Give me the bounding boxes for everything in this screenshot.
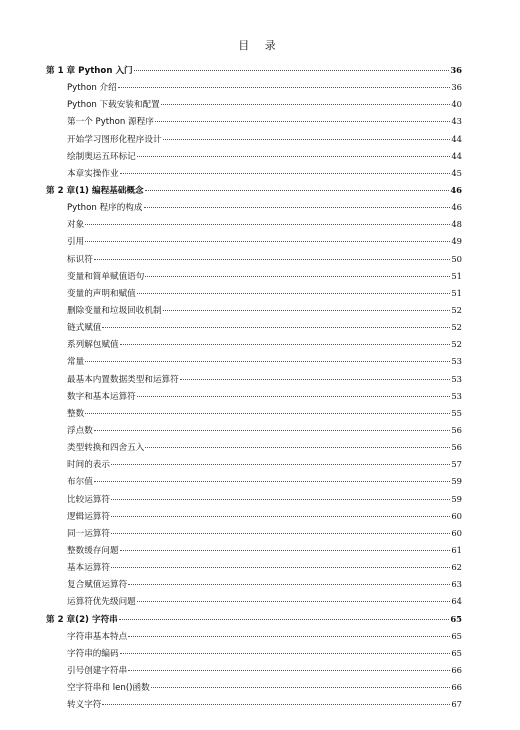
dot-leader — [94, 259, 451, 260]
toc-page-number: 56 — [451, 424, 462, 435]
dot-leader — [85, 241, 450, 242]
toc-label: 数字和基本运算符 — [67, 391, 136, 402]
dot-leader — [137, 601, 451, 602]
toc-page-number: 67 — [451, 699, 462, 710]
toc-label: 转义字符 — [67, 700, 102, 711]
toc-label: 第 2 章(2) 字符串 — [46, 614, 118, 625]
dot-leader — [144, 207, 451, 208]
toc-label: 空字符串和 len()函数 — [67, 683, 150, 694]
toc-entry-row[interactable] — [46, 696, 462, 713]
toc-label: 变量和简单赋值语句 — [67, 271, 145, 282]
toc-page-number: 36 — [450, 65, 462, 75]
toc-entry-row[interactable] — [46, 165, 462, 182]
dot-leader — [137, 293, 451, 294]
toc-label: 绘制奥运五环标记 — [67, 151, 136, 162]
toc-page-number: 36 — [451, 82, 462, 93]
table-of-contents — [46, 62, 462, 713]
toc-label: 引号创建字符串 — [67, 665, 128, 676]
dot-leader — [120, 173, 451, 174]
toc-page-number: 49 — [451, 236, 462, 247]
toc-entry-row[interactable] — [46, 645, 462, 662]
toc-label: 字符串的编码 — [67, 648, 119, 659]
toc-page-number: 50 — [451, 253, 462, 264]
toc-label: 系列解包赋值 — [67, 340, 119, 351]
toc-label: 第 1 章 Python 入门 — [46, 66, 133, 76]
toc-entry-row[interactable] — [46, 422, 462, 439]
toc-label: 本章实操作业 — [67, 168, 119, 179]
toc-chapter-row[interactable] — [46, 62, 462, 79]
toc-entry-row[interactable] — [46, 593, 462, 610]
dot-leader — [94, 481, 451, 482]
toc-entry-row[interactable] — [46, 576, 462, 593]
toc-page-number: 65 — [450, 613, 462, 624]
dot-leader — [111, 567, 450, 568]
dot-leader — [111, 499, 450, 500]
toc-page-number: 60 — [451, 510, 462, 521]
toc-page-number: 52 — [451, 339, 462, 350]
toc-label: 同一运算符 — [67, 528, 110, 539]
dot-leader — [163, 139, 451, 140]
dot-leader — [119, 619, 450, 620]
toc-entry-row[interactable] — [46, 353, 462, 370]
toc-entry-row[interactable] — [46, 251, 462, 268]
toc-entry-row[interactable] — [46, 559, 462, 576]
dot-leader — [85, 361, 450, 362]
toc-page-number: 52 — [451, 304, 462, 315]
toc-page-number: 63 — [451, 579, 462, 590]
dot-leader — [137, 396, 451, 397]
toc-entry-row[interactable] — [46, 662, 462, 679]
toc-page-number: 62 — [451, 562, 462, 573]
toc-label: 逻辑运算符 — [67, 511, 110, 522]
toc-entry-row[interactable] — [46, 131, 462, 148]
dot-leader — [145, 190, 450, 191]
toc-page-number: 56 — [451, 442, 462, 453]
dot-leader — [120, 550, 451, 551]
toc-label: 第 2 章(1) 编程基础概念 — [46, 185, 144, 196]
dot-leader — [128, 636, 450, 637]
toc-page-number: 53 — [451, 373, 462, 384]
toc-page-number: 46 — [450, 184, 462, 195]
toc-entry-row[interactable] — [46, 336, 462, 353]
toc-label: 标识符 — [67, 254, 93, 265]
toc-entry-row[interactable] — [46, 628, 462, 645]
toc-label: 开始学习图形化程序设计 — [67, 134, 162, 145]
toc-label: Python 程序的构成 — [67, 203, 143, 214]
toc-label: 浮点数 — [67, 425, 93, 436]
toc-entry-row[interactable] — [46, 371, 462, 388]
toc-label: 复合赋值运算符 — [67, 580, 128, 591]
toc-page-number: 48 — [451, 219, 462, 230]
dot-leader — [128, 670, 450, 671]
toc-entry-row[interactable] — [46, 439, 462, 456]
toc-page-number: 40 — [451, 99, 462, 110]
dot-leader — [155, 121, 451, 122]
toc-entry-row[interactable] — [46, 96, 462, 113]
toc-entry-row[interactable] — [46, 79, 462, 96]
toc-label: 链式赋值 — [67, 323, 102, 334]
toc-page-number: 65 — [451, 647, 462, 658]
toc-label: 布尔值 — [67, 477, 93, 488]
dot-leader — [145, 276, 450, 277]
toc-entry-row[interactable] — [46, 319, 462, 336]
dot-leader — [180, 379, 451, 380]
toc-label: 常量 — [67, 357, 85, 368]
toc-page-number: 44 — [451, 133, 462, 144]
toc-page-number: 55 — [451, 407, 462, 418]
toc-page-number: 65 — [451, 630, 462, 641]
dot-leader — [94, 430, 451, 431]
toc-page-number: 52 — [451, 322, 462, 333]
toc-entry-row[interactable] — [46, 388, 462, 405]
toc-label: 删除变量和垃圾回收机制 — [67, 305, 162, 316]
dot-leader — [151, 687, 451, 688]
toc-chapter-row[interactable] — [46, 182, 462, 199]
toc-entry-row[interactable] — [46, 216, 462, 233]
toc-entry-row[interactable] — [46, 679, 462, 696]
toc-page-number: 45 — [451, 167, 462, 178]
toc-entry-row[interactable] — [46, 542, 462, 559]
dot-leader — [128, 584, 450, 585]
toc-entry-row[interactable] — [46, 508, 462, 525]
dot-leader — [111, 464, 450, 465]
dot-leader — [120, 653, 451, 654]
toc-label: 时间的表示 — [67, 460, 110, 471]
toc-page-number: 61 — [451, 544, 462, 555]
toc-page-number: 66 — [451, 682, 462, 693]
toc-label: 整数 — [67, 408, 85, 419]
toc-entry-row[interactable] — [46, 199, 462, 216]
dot-leader — [111, 533, 450, 534]
toc-page-number: 46 — [451, 202, 462, 213]
toc-page-number: 60 — [451, 527, 462, 538]
toc-entry-row[interactable] — [46, 525, 462, 542]
toc-label: 类型转换和四舍五入 — [67, 443, 145, 454]
toc-label: 基本运算符 — [67, 563, 110, 574]
toc-page-number: 51 — [451, 270, 462, 281]
toc-entry-row[interactable] — [46, 491, 462, 508]
toc-label: 引用 — [67, 237, 85, 248]
toc-label: 运算符优先级问题 — [67, 597, 136, 608]
toc-entry-row[interactable] — [46, 285, 462, 302]
toc-label: 字符串基本特点 — [67, 631, 128, 642]
toc-page-number: 57 — [451, 459, 462, 470]
toc-chapter-row[interactable] — [46, 611, 462, 628]
dot-leader — [161, 104, 451, 105]
toc-page-number: 44 — [451, 150, 462, 161]
toc-entry-row[interactable] — [46, 268, 462, 285]
toc-page-number: 59 — [451, 476, 462, 487]
toc-label: Python 下载安装和配置 — [67, 100, 160, 111]
toc-label: 第一个 Python 源程序 — [67, 117, 154, 128]
toc-page-number: 53 — [451, 390, 462, 401]
toc-label: 对象 — [67, 220, 85, 231]
toc-page-number: 66 — [451, 664, 462, 675]
toc-entry-row[interactable] — [46, 302, 462, 319]
dot-leader — [163, 310, 451, 311]
dot-leader — [145, 447, 450, 448]
toc-entry-row[interactable] — [46, 456, 462, 473]
dot-leader — [120, 344, 451, 345]
toc-page-number: 53 — [451, 356, 462, 367]
toc-title: 目 录 — [238, 39, 282, 52]
toc-page-number: 43 — [451, 116, 462, 127]
toc-label: 比较运算符 — [67, 494, 110, 505]
dot-leader — [118, 87, 451, 88]
toc-label: Python 介绍 — [67, 83, 117, 94]
dot-leader — [102, 327, 450, 328]
toc-label: 变量的声明和赋值 — [67, 288, 136, 299]
toc-entry-row[interactable] — [46, 113, 462, 130]
dot-leader — [137, 156, 451, 157]
toc-entry-row[interactable] — [46, 233, 462, 250]
toc-label: 整数缓存问题 — [67, 545, 119, 556]
toc-entry-row[interactable] — [46, 405, 462, 422]
dot-leader — [85, 413, 450, 414]
dot-leader — [102, 704, 450, 705]
dot-leader — [85, 224, 450, 225]
toc-page-number: 51 — [451, 287, 462, 298]
toc-entry-row[interactable] — [46, 148, 462, 165]
dot-leader — [134, 70, 450, 71]
toc-label: 最基本内置数据类型和运算符 — [67, 374, 179, 385]
toc-page-number: 59 — [451, 493, 462, 504]
toc-page-number: 64 — [451, 596, 462, 607]
dot-leader — [111, 516, 450, 517]
toc-entry-row[interactable] — [46, 473, 462, 490]
